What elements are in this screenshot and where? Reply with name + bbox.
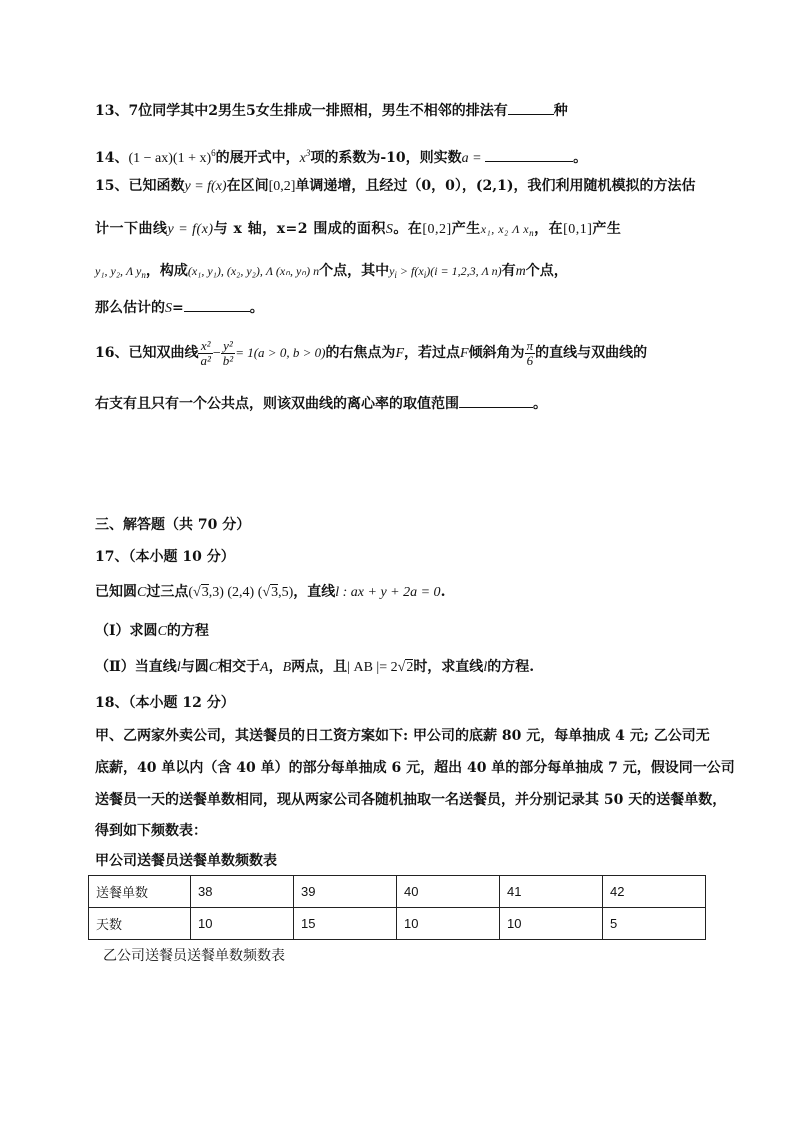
q18-paragraph-line: 得到如下频数表： <box>95 823 207 839</box>
q15-c: y <box>389 264 395 278</box>
q14-text2: 项的系数为-10，则实数 <box>310 150 462 166</box>
section-heading: 三、解答题（共 70 分） <box>95 517 251 533</box>
q17-point-2: (2,4) <box>223 585 258 600</box>
q17-C: C <box>208 660 219 675</box>
q15-yn: n <box>141 270 146 280</box>
q17-l: l <box>176 660 181 675</box>
answer-blank <box>459 395 533 408</box>
frac-num: x² <box>198 339 212 354</box>
table-cell: 42 <box>603 876 706 908</box>
q16-fraction-y <box>221 339 235 368</box>
q17-text: （Ⅱ）当直线 <box>95 659 177 675</box>
question-13 <box>95 101 568 121</box>
table-b-title: 乙公司送餐员送餐单数频数表 <box>103 948 285 964</box>
q16-F: F <box>460 346 469 361</box>
table-a-title: 甲公司送餐员送餐单数频数表 <box>95 853 277 869</box>
p: 3 <box>271 585 279 600</box>
q17-text: 与圆 <box>180 659 209 675</box>
q18-paragraph-line: 甲、乙两家外卖公司，其送餐员的日工资方案如下: 甲公司的底薪 80 元，每单抽成 4 元; 乙公司无 <box>95 728 710 744</box>
question-15-line-3 <box>95 261 568 285</box>
q15-x-seq <box>481 222 534 236</box>
q18-paragraph-line: 底薪，40 单以内（含 40 单）的部分每单抽成 6 元，超出 40 单的部分每单抽成 7 元，假设同一公司 <box>95 760 735 776</box>
q15-ci: i <box>394 270 397 280</box>
q15-text: 在区间 <box>226 178 269 194</box>
q15-d: > f(x <box>396 264 424 278</box>
table-cell: 10 <box>397 908 500 940</box>
q15-func: y = f(x) <box>184 179 227 194</box>
q15-interval: [0,2] <box>422 222 452 237</box>
q14-text1: 的展开式中， <box>215 150 300 166</box>
q16-text: ，若过点 <box>404 345 460 361</box>
table-cell: 15 <box>294 908 397 940</box>
q15-text: 。 <box>249 300 264 316</box>
q17-C: C <box>137 585 147 600</box>
table-cell: 40 <box>397 876 500 908</box>
frac-den: a² <box>200 352 211 368</box>
q15-text: 。在 <box>393 221 423 237</box>
q15-text: 产生 <box>451 221 481 237</box>
question-16-line-1 <box>95 336 647 371</box>
q16-fraction-pi <box>525 339 536 368</box>
q15-di: i <box>423 270 427 280</box>
ab: 2 <box>406 660 414 675</box>
q14-expression <box>128 148 216 166</box>
q17-text: 两点，且 <box>291 659 348 675</box>
q15-text: 单调递增，且经过（0，0），(2,1)，我们利用随机模拟的方法估 <box>295 178 696 194</box>
question-16-line-2 <box>95 394 547 414</box>
q16-text: 16、已知双曲线 <box>95 345 199 361</box>
q14-term <box>299 148 311 166</box>
q15-text: ，在 <box>534 221 564 237</box>
frequency-table-a <box>88 875 706 940</box>
q17-text: 的方程 <box>166 623 209 639</box>
q17-point-1: (√3,3) <box>188 585 224 600</box>
q15-m: m <box>515 264 526 279</box>
q15-text: 15、已知函数 <box>95 178 185 194</box>
q15-y: y₁, y₂, Λ y <box>95 264 142 278</box>
q15-y-seq <box>95 264 146 278</box>
q17-text: 过三点 <box>146 584 189 600</box>
q15-func: y = f(x) <box>167 222 214 237</box>
q15-condition <box>389 264 502 278</box>
p: ,3) <box>208 585 224 600</box>
q14-tail: 。 <box>573 150 588 166</box>
q16-condition: = 1(a > 0, b > 0) <box>235 345 326 360</box>
q17-text: 时，求直线 <box>413 659 484 675</box>
q17-part-1 <box>95 621 209 642</box>
q16-text: 。 <box>533 396 547 412</box>
q15-text: 个点， <box>525 263 568 279</box>
q16-text: 倾斜角为 <box>468 345 525 361</box>
q15-s: S <box>385 222 394 237</box>
q16-text: 的直线与双曲线的 <box>535 345 648 361</box>
q15-interval: [0,1] <box>563 222 593 237</box>
q17-l: l <box>483 660 488 675</box>
answer-blank <box>508 102 554 115</box>
p: ( <box>257 585 263 600</box>
answer-blank <box>184 299 250 312</box>
q16-text: 右支有且只有一个公共点，则该双曲线的离心率的取值范围 <box>95 396 459 412</box>
q14-lead: 14、 <box>95 150 129 166</box>
q13-text: 13、7位同学其中2男生5女生排成一排照相，男生不相邻的排法有 <box>95 103 508 119</box>
q18-heading: 18、（本小题 12 分） <box>95 695 235 711</box>
q17-text: 相交于 <box>218 659 261 675</box>
table-row <box>89 876 706 908</box>
frac-num: y² <box>221 339 235 354</box>
q14-term-exp: 3 <box>305 148 311 158</box>
q14-var: a <box>461 151 469 166</box>
q17-point-3: (√3,5) <box>257 585 294 600</box>
q17-C: C <box>157 624 167 639</box>
table-cell: 38 <box>191 876 294 908</box>
p: ,5) <box>278 585 294 600</box>
q16-minus: − <box>212 346 221 361</box>
q18-paragraph-line: 送餐员一天的送餐单数相同，现从两家公司各随机抽取一名送餐员，并分别记录其 50 天的送餐单数， <box>95 792 727 808</box>
q15-text: 个点，其中 <box>319 263 390 279</box>
ab: | AB |= 2 <box>347 660 398 675</box>
q15-interval: [0,2] <box>268 179 296 194</box>
q16-F: F <box>395 346 404 361</box>
q15-text: 计一下曲线 <box>95 221 168 237</box>
q13-tail: 种 <box>553 103 568 119</box>
q15-text: 那么估计的 <box>95 300 165 316</box>
q17-text: 已知圆 <box>95 584 137 600</box>
question-15-line-1 <box>95 176 696 197</box>
q15-points: (x₁, y₁), (x₂, y₂), Λ (xₙ, yₙ) n <box>187 264 320 278</box>
q17-text: （Ⅰ）求圆 <box>95 623 158 639</box>
question-15-line-2 <box>95 219 621 243</box>
q17-text: . <box>440 584 446 600</box>
frac-den: b² <box>222 352 234 368</box>
q17-text: ， <box>268 659 283 675</box>
q15-text: 产生 <box>592 221 622 237</box>
frac-den: 6 <box>526 352 534 368</box>
q15-text: ，构成 <box>145 263 188 279</box>
q14-expr: (1 − ax)(1 + x) <box>128 151 212 166</box>
q15-e: )(i = 1,2,3, Λ n) <box>426 264 502 278</box>
q17-B: B <box>282 660 292 675</box>
table-cell: 41 <box>500 876 603 908</box>
table-cell: 10 <box>500 908 603 940</box>
q17-ab: | AB |= 2√2 <box>347 660 414 675</box>
q17-A: A <box>260 660 269 675</box>
question-15-line-4 <box>95 298 264 319</box>
q17-l: l <box>335 585 340 600</box>
table-cell: 送餐单数 <box>89 876 191 908</box>
q17-text: 的方程. <box>487 659 535 675</box>
q17-statement <box>95 582 445 603</box>
q16-text: 的右焦点为 <box>325 345 396 361</box>
table-row <box>89 908 706 940</box>
question-14 <box>95 143 587 169</box>
q14-exp: 6 <box>211 148 216 158</box>
q15-x: x₁, x₂ Λ x <box>480 222 530 236</box>
q15-text: 有 <box>501 263 516 279</box>
p: ( <box>188 585 194 600</box>
q15-text: 与 x 轴，x=2 围成的面积 <box>213 221 386 237</box>
table-cell: 39 <box>294 876 397 908</box>
q17-part-2 <box>95 657 534 678</box>
q14-eq: = <box>468 151 486 166</box>
answer-blank <box>485 149 573 162</box>
q17-heading: 17、（本小题 10 分） <box>95 549 235 565</box>
p: 3 <box>201 585 209 600</box>
q17-line-eq: : ax + y + 2a = 0 <box>339 585 441 600</box>
table-cell: 天数 <box>89 908 191 940</box>
q17-text: ，直线 <box>293 584 336 600</box>
q15-text: = <box>172 300 184 316</box>
q15-s: S <box>165 301 172 316</box>
table-cell: 10 <box>191 908 294 940</box>
q16-fraction-x <box>198 339 212 368</box>
table-cell: 5 <box>603 908 706 940</box>
q15-xn: n <box>529 228 535 238</box>
q14-term-base: x <box>299 151 306 166</box>
frac-num: π <box>526 337 534 353</box>
